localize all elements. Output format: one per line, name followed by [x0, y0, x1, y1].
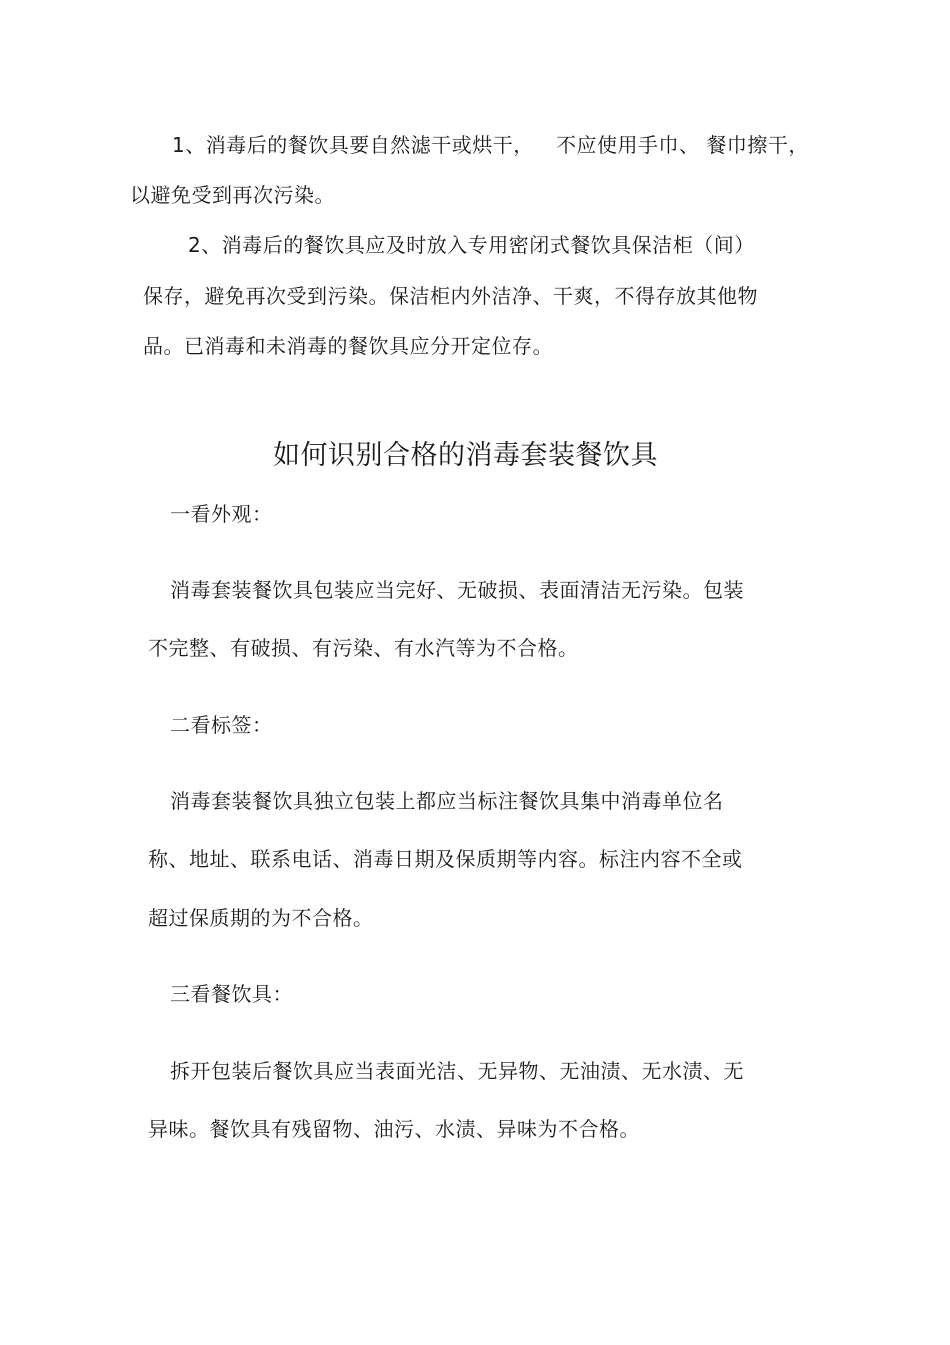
item1-line1-part1: 1、消毒后的餐饮具要自然滤干或烘干，: [172, 133, 534, 157]
section-title: 如何识别合格的消毒套装餐饮具: [273, 440, 658, 471]
tableware-heading: 三看餐饮具：: [170, 982, 293, 1006]
appearance-line1: 消毒套装餐饮具包装应当完好、无破损、表面清洁无污染。包装: [170, 578, 744, 602]
tableware-line2: 异味。餐饮具有残留物、油污、水渍、异味为不合格。: [148, 1117, 640, 1141]
item2-line2: 保存，避免再次受到污染。保洁柜内外洁净、干爽，不得存放其他物: [143, 284, 758, 308]
item1-line1-part2: 不应使用手巾、 餐巾擦干，: [556, 133, 809, 157]
label-line1: 消毒套装餐饮具独立包装上都应当标注餐饮具集中消毒单位名: [170, 789, 724, 813]
item2-line3: 品。已消毒和未消毒的餐饮具应分开定位存。: [143, 334, 553, 358]
label-line3: 超过保质期的为不合格。: [148, 906, 374, 930]
appearance-heading: 一看外观：: [170, 502, 273, 526]
item1-line2: 以避免受到再次污染。: [130, 183, 335, 207]
label-line2: 称、地址、联系电话、消毒日期及保质期等内容。标注内容不全或: [148, 847, 743, 871]
label-heading: 二看标签：: [170, 713, 273, 737]
item2-line1: 2、消毒后的餐饮具应及时放入专用密闭式餐饮具保洁柜（间）: [188, 233, 755, 257]
tableware-line1: 拆开包装后餐饮具应当表面光洁、无异物、无油渍、无水渍、无: [170, 1059, 744, 1083]
appearance-line2: 不完整、有破损、有污染、有水汽等为不合格。: [148, 636, 579, 660]
